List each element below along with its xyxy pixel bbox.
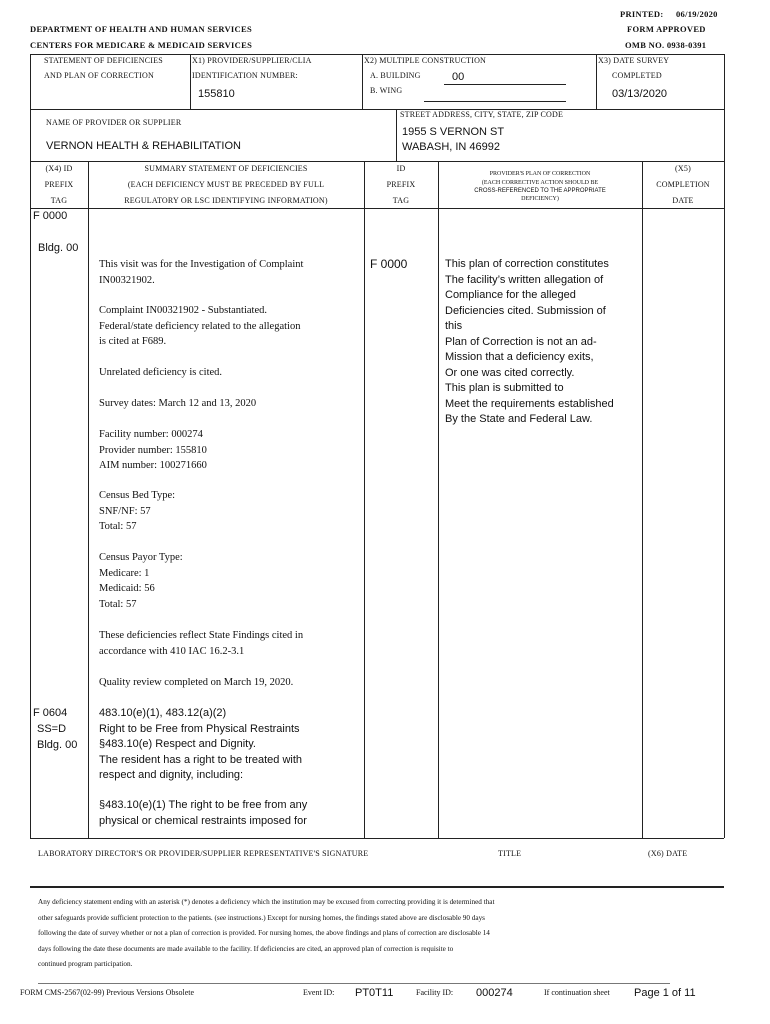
- divider-x2: [362, 54, 363, 109]
- form-number: FORM CMS-2567(02-99) Previous Versions Obsolete: [20, 988, 195, 997]
- x5-header-2: COMPLETION: [656, 180, 710, 189]
- printed-label: PRINTED:: [620, 9, 664, 19]
- address-line-2: WABASH, IN 46992: [402, 141, 501, 153]
- divider-x1: [190, 54, 191, 109]
- provider-number: 155810: [198, 88, 235, 100]
- summary-paragraph-6: Census Bed Type: SNF/NF: 57 Total: 57: [99, 490, 176, 532]
- building-value: 00: [452, 71, 465, 83]
- id-header-2: PREFIX: [386, 180, 416, 189]
- building-label: A. BUILDING: [370, 71, 421, 80]
- id-header-3: TAG: [392, 196, 410, 205]
- tag-f0000: F 0000: [33, 210, 68, 222]
- plan-header-3: CROSS-REFERENCED TO THE APPROPRIATE: [474, 188, 606, 194]
- plan-header-2: (EACH CORRECTIVE ACTION SHOULD BE: [481, 180, 599, 186]
- summary-paragraph-7: Census Payor Type: Medicare: 1 Medicaid: 56 Total: 57: [99, 552, 183, 610]
- table-right-border: [724, 161, 725, 838]
- footnote: [38, 895, 718, 973]
- summary-paragraph-2: Complaint IN00321902 - Substantiated. Federal/state deficiency related to the allegation is cited at F689.: [99, 305, 301, 347]
- x4-header-1: (X4) ID: [45, 164, 73, 173]
- provider-name-label: NAME OF PROVIDER OR SUPPLIER: [46, 118, 182, 127]
- x1-label-1: X1) PROVIDER/SUPPLIER/CLIA: [192, 56, 312, 65]
- f0604-paragraph-1: 483.10(e)(1), 483.12(a)(2) Right to be Free from Physical Restraints §483.10(e) Respect and Dignity. The resident has a right to be treated with respect and dignity, including:: [99, 707, 303, 781]
- address-label: STREET ADDRESS, CITY, STATE, ZIP CODE: [400, 110, 564, 119]
- summary-paragraph-4: Survey dates: March 12 and 13, 2020: [99, 398, 257, 409]
- summary-header-2: (EACH DEFICIENCY MUST BE PRECEDED BY FULL: [127, 180, 325, 189]
- x2-label: X2) MULTIPLE CONSTRUCTION: [364, 56, 487, 65]
- signature-bottom-line: [30, 886, 724, 888]
- summary-paragraph-3: Unrelated deficiency is cited.: [99, 367, 223, 378]
- scope-severity: SS=D: [37, 723, 67, 735]
- statement-label-2: AND PLAN OF CORRECTION: [44, 71, 154, 80]
- table-divider-3: [438, 161, 439, 838]
- continuation-label: If continuation sheet: [544, 988, 610, 997]
- table-divider-4: [642, 161, 643, 838]
- x3-label-1: X3) DATE SURVEY: [598, 56, 670, 65]
- plan-header-4: DEFICIENCY): [521, 196, 559, 202]
- wing-label: B. WING: [370, 86, 403, 95]
- title-label: TITLE: [498, 849, 522, 858]
- footnote-line-2: other safeguards provide sufficient protection to the patients. (see instructions.) Except for nursing homes, the findings stated above are disclosable 90 days: [38, 913, 485, 922]
- id-header-1: ID: [396, 164, 406, 173]
- summary-paragraph-9: Quality review completed on March 19, 2020.: [99, 677, 294, 688]
- printed-date: 06/19/2020: [676, 9, 718, 19]
- box-row1-bottom: [30, 109, 724, 110]
- footnote-line-1: Any deficiency statement ending with an asterisk (*) denotes a deficiency which the institution may be excused from correcting providing it is determined that: [38, 898, 495, 906]
- omb-number: OMB NO. 0938-0391: [625, 40, 707, 50]
- plan-header-1: PROVIDER'S PLAN OF CORRECTION: [489, 171, 591, 177]
- row2-left-border: [30, 109, 31, 161]
- f0604-paragraph-2: §483.10(e)(1) The right to be free from any physical or chemical restraints imposed for: [99, 799, 308, 827]
- centers-title: CENTERS FOR MEDICARE & MEDICAID SERVICES: [30, 40, 253, 50]
- department-title: DEPARTMENT OF HEALTH AND HUMAN SERVICES: [30, 24, 252, 34]
- x1-label-2: IDENTIFICATION NUMBER:: [192, 71, 298, 80]
- x3-label-2: COMPLETED: [612, 71, 662, 80]
- tag-f0604: F 0604: [33, 707, 68, 719]
- divider-x3: [596, 54, 597, 109]
- event-id-label: Event ID:: [303, 988, 335, 997]
- table-divider-2: [364, 161, 365, 838]
- box-right-border: [724, 54, 725, 161]
- page-number: Page 1 of 11: [634, 987, 696, 999]
- column-header-bottom: [30, 208, 724, 209]
- survey-date: 03/13/2020: [612, 88, 668, 100]
- table-divider-1: [88, 161, 89, 838]
- bldg-label-1: Bldg. 00: [38, 242, 79, 254]
- footnote-line-3: following the date of survey whether or not a plan of correction is provided. For nursing homes, the above findings and plans of correction are disclosable 14: [38, 929, 490, 937]
- row2-bottom: [30, 161, 724, 162]
- address-line-1: 1955 S VERNON ST: [402, 126, 505, 138]
- x4-header-2: PREFIX: [44, 180, 74, 189]
- building-underline: [444, 84, 566, 85]
- event-id-value: PT0T11: [355, 987, 394, 999]
- x6-date-label: (X6) DATE: [648, 849, 688, 858]
- facility-id-label: Facility ID:: [416, 988, 454, 997]
- summary-paragraph-1: This visit was for the Investigation of Complaint IN00321902.: [99, 259, 304, 286]
- table-bottom: [30, 838, 724, 839]
- x5-header-1: (X5): [675, 164, 691, 173]
- statement-label-1: STATEMENT OF DEFICIENCIES: [44, 56, 163, 65]
- summary-header-3: REGULATORY OR LSC IDENTIFYING INFORMATION): [124, 196, 328, 205]
- table-left-border: [30, 161, 31, 838]
- footnote-line-4: days following the date these documents are made available to the facility. If deficiencies are cited, an approved plan of correction is requisite to: [38, 944, 454, 953]
- footnote-line-5: continued program participation.: [38, 960, 133, 968]
- form-approved: FORM APPROVED: [627, 24, 706, 34]
- footer-separator: [38, 983, 670, 984]
- summary-header-1: SUMMARY STATEMENT OF DEFICIENCIES: [144, 164, 308, 173]
- x5-header-3: DATE: [672, 196, 694, 205]
- summary-paragraph-8: These deficiencies reflect State Findings cited in accordance with 410 IAC 16.2-3.1: [99, 630, 304, 657]
- right-tag-f0000: F 0000: [370, 257, 408, 271]
- wing-underline: [424, 101, 566, 102]
- signature-label: LABORATORY DIRECTOR'S OR PROVIDER/SUPPLIER REPRESENTATIVE'S SIGNATURE: [38, 849, 369, 858]
- box-top-border: [30, 54, 724, 55]
- x4-header-3: TAG: [50, 196, 68, 205]
- facility-id-value: 000274: [476, 987, 513, 999]
- bldg-label-2: Bldg. 00: [37, 739, 78, 751]
- plan-of-correction-text: This plan of correction constitutes The facility’s written allegation of Compliance for the alleged Deficiencies cited. Submission of this Plan of Correction is not an ad- Mission that a deficiency exits, Or one was cited correctly. This plan is submitted to Meet the requirements established By the State and Federal Law.: [445, 258, 614, 425]
- row2-divider: [396, 109, 397, 161]
- box-left-border: [30, 54, 31, 109]
- summary-paragraph-5: Facility number: 000274 Provider number: 155810 AIM number: 100271660: [99, 429, 207, 471]
- provider-name: VERNON HEALTH & REHABILITATION: [46, 140, 241, 152]
